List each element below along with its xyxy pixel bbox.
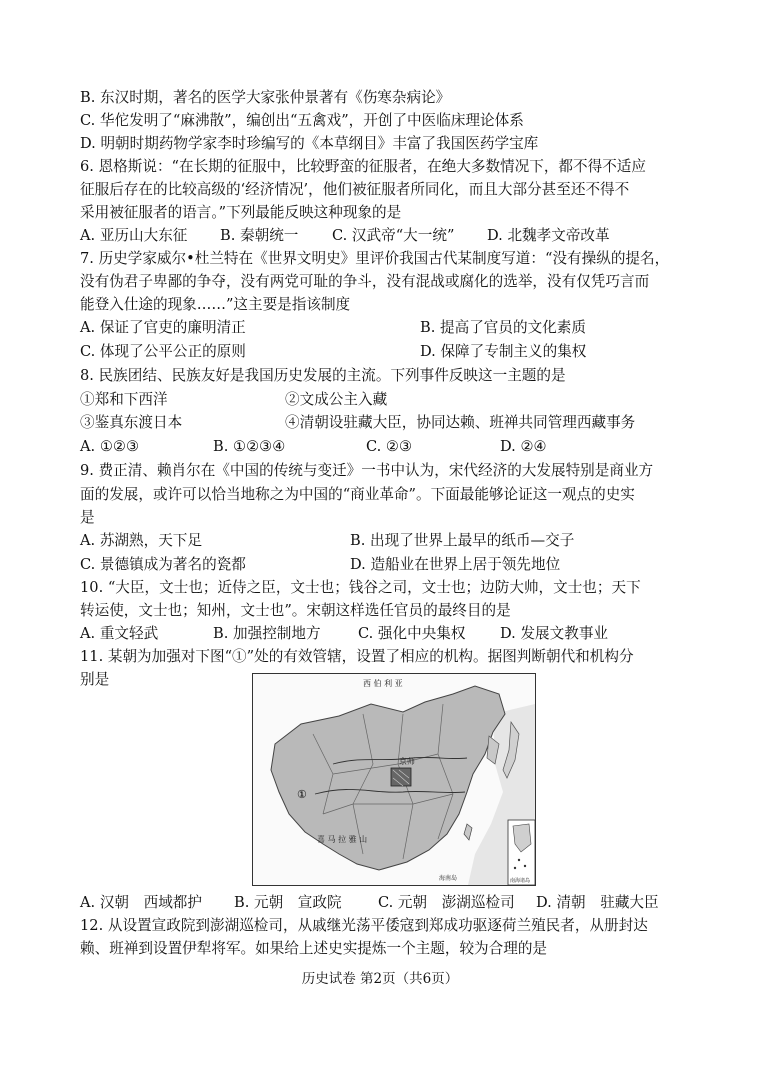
q6-stem-line: 采用被征服者的语言。”下列最能反映这种现象的是 bbox=[80, 204, 402, 221]
q9-stem-line: 9. 费正清、赖肖尔在《中国的传统与变迁》一书中认为，宋代经济的大发展特别是商业方 bbox=[80, 462, 654, 479]
q8-option-c: C. ②③ bbox=[366, 438, 413, 455]
q7-option-c: C. 体现了公平公正的原则 bbox=[80, 343, 246, 360]
q6-option-d: D. 北魏孝文帝改革 bbox=[487, 227, 610, 244]
q9-option-b: B. 出现了世界上最早的纸币—交子 bbox=[350, 532, 575, 549]
q7-option-d: D. 保障了专制主义的集权 bbox=[420, 343, 587, 360]
map-label-capital: 京师 bbox=[399, 757, 415, 766]
map-label-inset: 南海诸岛 bbox=[510, 878, 531, 884]
q8-item-3: ③鉴真东渡日本 bbox=[80, 414, 183, 431]
historical-map-figure bbox=[252, 673, 536, 886]
q7-stem-line: 能登入仕途的现象……”这主要是指该制度 bbox=[80, 296, 351, 313]
q9-option-a: A. 苏湖熟，天下足 bbox=[80, 532, 202, 549]
q10-option-d: D. 发展文教事业 bbox=[500, 625, 609, 642]
page-footer: 历史试卷 第2页（共6页） bbox=[301, 971, 459, 987]
q6-stem-line: 6. 恩格斯说：“在长期的征服中，比较野蛮的征服者，在绝大多数情况下，都不得不适应 bbox=[80, 158, 646, 175]
q8-item-2: ②文成公主入藏 bbox=[285, 391, 388, 408]
q10-option-a: A. 重文轻武 bbox=[80, 625, 159, 642]
q7-option-a: A. 保证了官吏的廉明清正 bbox=[80, 319, 246, 336]
q5-option-d: D. 明朝时期药物学家李时珍编写的《本草纲目》丰富了我国医药学宝库 bbox=[80, 135, 539, 152]
q12-stem-line: 12. 从设置宣政院到澎湖巡检司，从戚继光荡平倭寇到郑成功驱逐荷兰殖民者，从册封达 bbox=[80, 917, 648, 934]
q8-item-4: ④清朝设驻藏大臣，协同达赖、班禅共同管理西藏事务 bbox=[285, 414, 636, 431]
q6-stem-line: 征服后存在的比较高级的‘经济情况’，他们被征服者所同化，而且大部分甚至还不得不 bbox=[80, 181, 630, 198]
q11-option-d: D. 清朝 驻藏大臣 bbox=[536, 894, 659, 911]
map-marker-1: ① bbox=[297, 788, 307, 801]
q7-stem-line: 7. 历史学家威尔•杜兰特在《世界文明史》里评价我国古代某制度写道：“没有操纵的提名， bbox=[80, 250, 670, 267]
q11-option-c: C. 元朝 澎湖巡检司 bbox=[378, 894, 515, 911]
map-label-mountain: 喜 马 拉 雅 山 bbox=[317, 835, 368, 844]
q5-option-b: B. 东汉时期，著名的医学大家张仲景著有《伤寒杂病论》 bbox=[80, 89, 451, 106]
q9-stem-line: 面的发展，或许可以恰当地称之为中国的“商业革命”。下面最能够论证这一观点的史实 bbox=[80, 486, 635, 503]
china-map-svg bbox=[253, 674, 535, 885]
q10-option-c: C. 强化中央集权 bbox=[358, 625, 466, 642]
map-label-siberia: 西 伯 利 亚 bbox=[363, 679, 403, 688]
q6-option-a: A. 亚历山大东征 bbox=[80, 227, 188, 244]
q10-stem-line: 10. “大臣，文士也；近侍之臣，文士也；钱谷之司，文士也；边防大帅，文士也；天下 bbox=[80, 579, 641, 596]
map-label-sea: 海南岛 bbox=[439, 875, 458, 882]
q10-stem-line: 转运使，文士也；知州，文士也”。宋朝这样选任官员的最终目的是 bbox=[80, 602, 511, 619]
q11-stem-line: 11. 某朝为加强对下图“①”处的有效管辖，设置了相应的机构。据图判断朝代和机构分 bbox=[80, 648, 634, 665]
q12-stem-line: 赖、班禅到设置伊犁将军。如果给上述史实提炼一个主题，较为合理的是 bbox=[80, 940, 548, 957]
q8-item-1: ①郑和下西洋 bbox=[80, 391, 168, 408]
q9-stem-line: 是 bbox=[80, 509, 95, 526]
q11-option-b: B. 元朝 宣政院 bbox=[234, 894, 342, 911]
q7-stem-line: 没有伪君子卑鄙的争夺，没有两党可耻的争斗，没有混战或腐化的选举，没有仅凭巧言而 bbox=[80, 273, 650, 290]
q11-option-a: A. 汉朝 西域都护 bbox=[80, 894, 202, 911]
q5-option-c: C. 华佗发明了“麻沸散”，编创出“五禽戏”，开创了中医临床理论体系 bbox=[80, 112, 524, 129]
q11-stem-line: 别是 bbox=[80, 671, 110, 688]
q8-option-b: B. ①②③④ bbox=[213, 438, 286, 455]
q6-option-c: C. 汉武帝“大一统” bbox=[332, 227, 455, 244]
q7-option-b: B. 提高了官员的文化素质 bbox=[420, 319, 586, 336]
q9-option-c: C. 景德镇成为著名的瓷都 bbox=[80, 556, 246, 573]
q8-option-a: A. ①②③ bbox=[80, 438, 140, 455]
q8-option-d: D. ②④ bbox=[500, 438, 547, 455]
q6-option-b: B. 秦朝统一 bbox=[220, 227, 299, 244]
q9-option-d: D. 造船业在世界上居于领先地位 bbox=[350, 556, 561, 573]
q10-option-b: B. 加强控制地方 bbox=[213, 625, 321, 642]
q8-stem-line: 8. 民族团结、民族友好是我国历史发展的主流。下列事件反映这一主题的是 bbox=[80, 367, 566, 384]
